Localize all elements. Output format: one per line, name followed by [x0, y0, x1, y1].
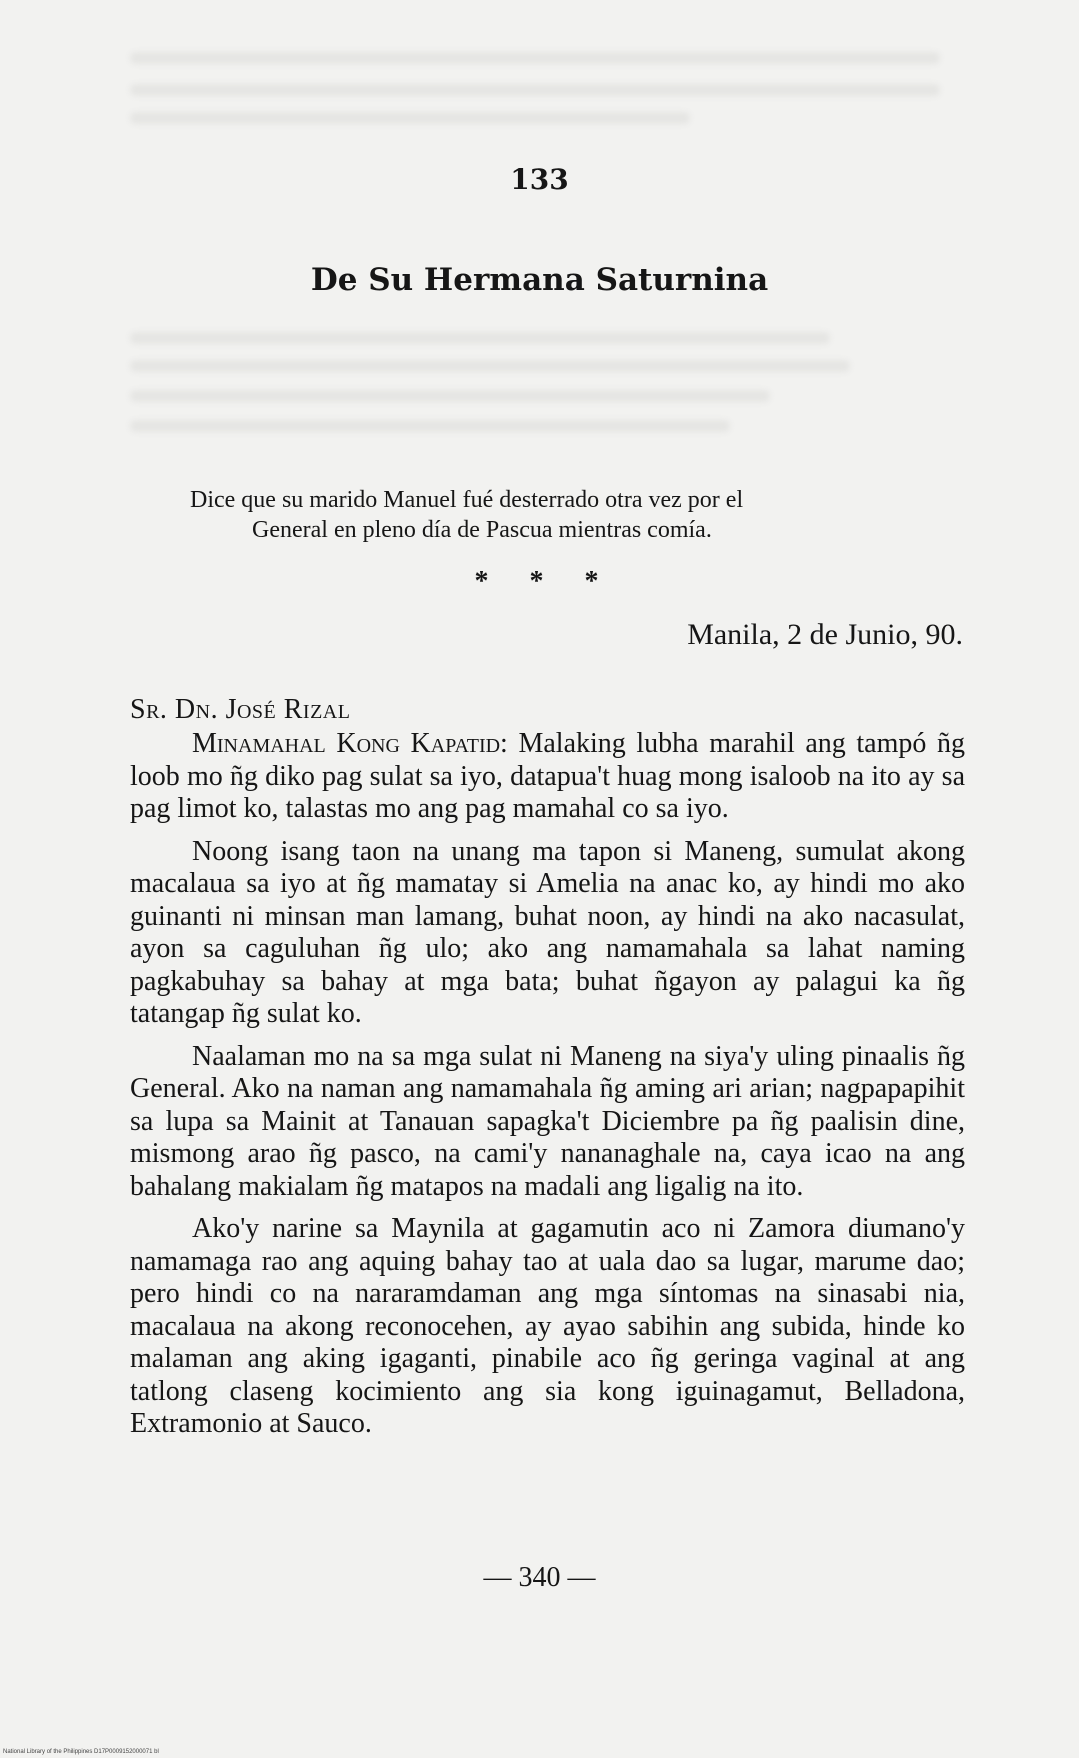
summary-line: General en pleno día de Pascua mientras comía. — [252, 517, 712, 543]
letter-title: De Su Hermana Saturnina — [310, 262, 769, 298]
paragraph: Naalaman mo na sa mga sulat ni Maneng na siya'y uling pinaalis ñg General. Ako na naman ang namamahala ñg aming ari arian; nagpapapihit sa lupa sa Mainit at Tanauan sapagka't Diciembre pa ñg paalisin dine, mismong arao ñg pasco, na cami'y nananaghale na, caya icao na ang bahalang makialam ñg matapos na madali ang ligalig na ito. — [130, 1040, 965, 1202]
place-date: Manila, 2 de Junio, 90. — [687, 618, 963, 651]
letter-number: 133 — [510, 163, 569, 196]
archive-footer: National Library of the Philippines D17P0009152000071 bl — [3, 1749, 159, 1755]
bleed-through-band — [130, 84, 940, 96]
bleed-through-band — [130, 52, 940, 64]
page-number: — 340 — — [483, 1562, 596, 1593]
bleed-through-band — [130, 390, 770, 402]
letter-summary — [190, 485, 890, 545]
paragraph — [130, 728, 965, 826]
summary-line: Dice que su marido Manuel fué desterrado otra vez por el — [190, 487, 744, 513]
bleed-through-band — [130, 360, 850, 372]
paragraph: Noong isang taon na unang ma tapon si Maneng, sumulat akong macalaua sa iyo at ñg mamatay si Amelia na anac ko, ay hindi mo ako guinanti ni minsan man lamang, buhat noon, ay hindi na ako nacasulat, ayon sa caguluhan ñg ulo; ako ang namamahala sa lahat naming pagkabuhay sa bahay at mga bata; buhat ñgayon ay palagui ka ñg tatangap ñg sulat ko. — [130, 835, 965, 1029]
bleed-through-band — [130, 420, 730, 432]
greeting: Minamahal Kong Kapatid: — [192, 728, 508, 759]
section-separator: * * * — [474, 566, 605, 597]
letter-body — [130, 728, 965, 1451]
paragraph: Ako'y narine sa Maynila at gagamutin aco ni Zamora diumano'y namamaga rao ang aquing bahay tao at uala dao sa lugar, marume dao; pero hindi co na nararamdaman ang mga síntomas na sinasabi nia, macalaua na akong reconocehen, ay ayao sabihin ang subida, hinde ko malaman ang aking igaganti, pinabile aco ñg geringa vaginal at ang tatlong claseng kocimiento ang sia kong iguinagamut, Belladona, Extramonio at Sauco. — [130, 1213, 965, 1439]
salutation: Sr. Dn. José Rizal — [130, 694, 351, 725]
paragraph-text: Malaking lubha marahil ang tampó ñg loob mo ñg diko pag sulat sa iyo, datapua't huag mong isaloob na ito ay sa pag limot ko, talastas mo ang pag mamahal co sa iyo. — [130, 728, 966, 824]
bleed-through-band — [130, 332, 830, 344]
bleed-through-band — [130, 112, 690, 124]
